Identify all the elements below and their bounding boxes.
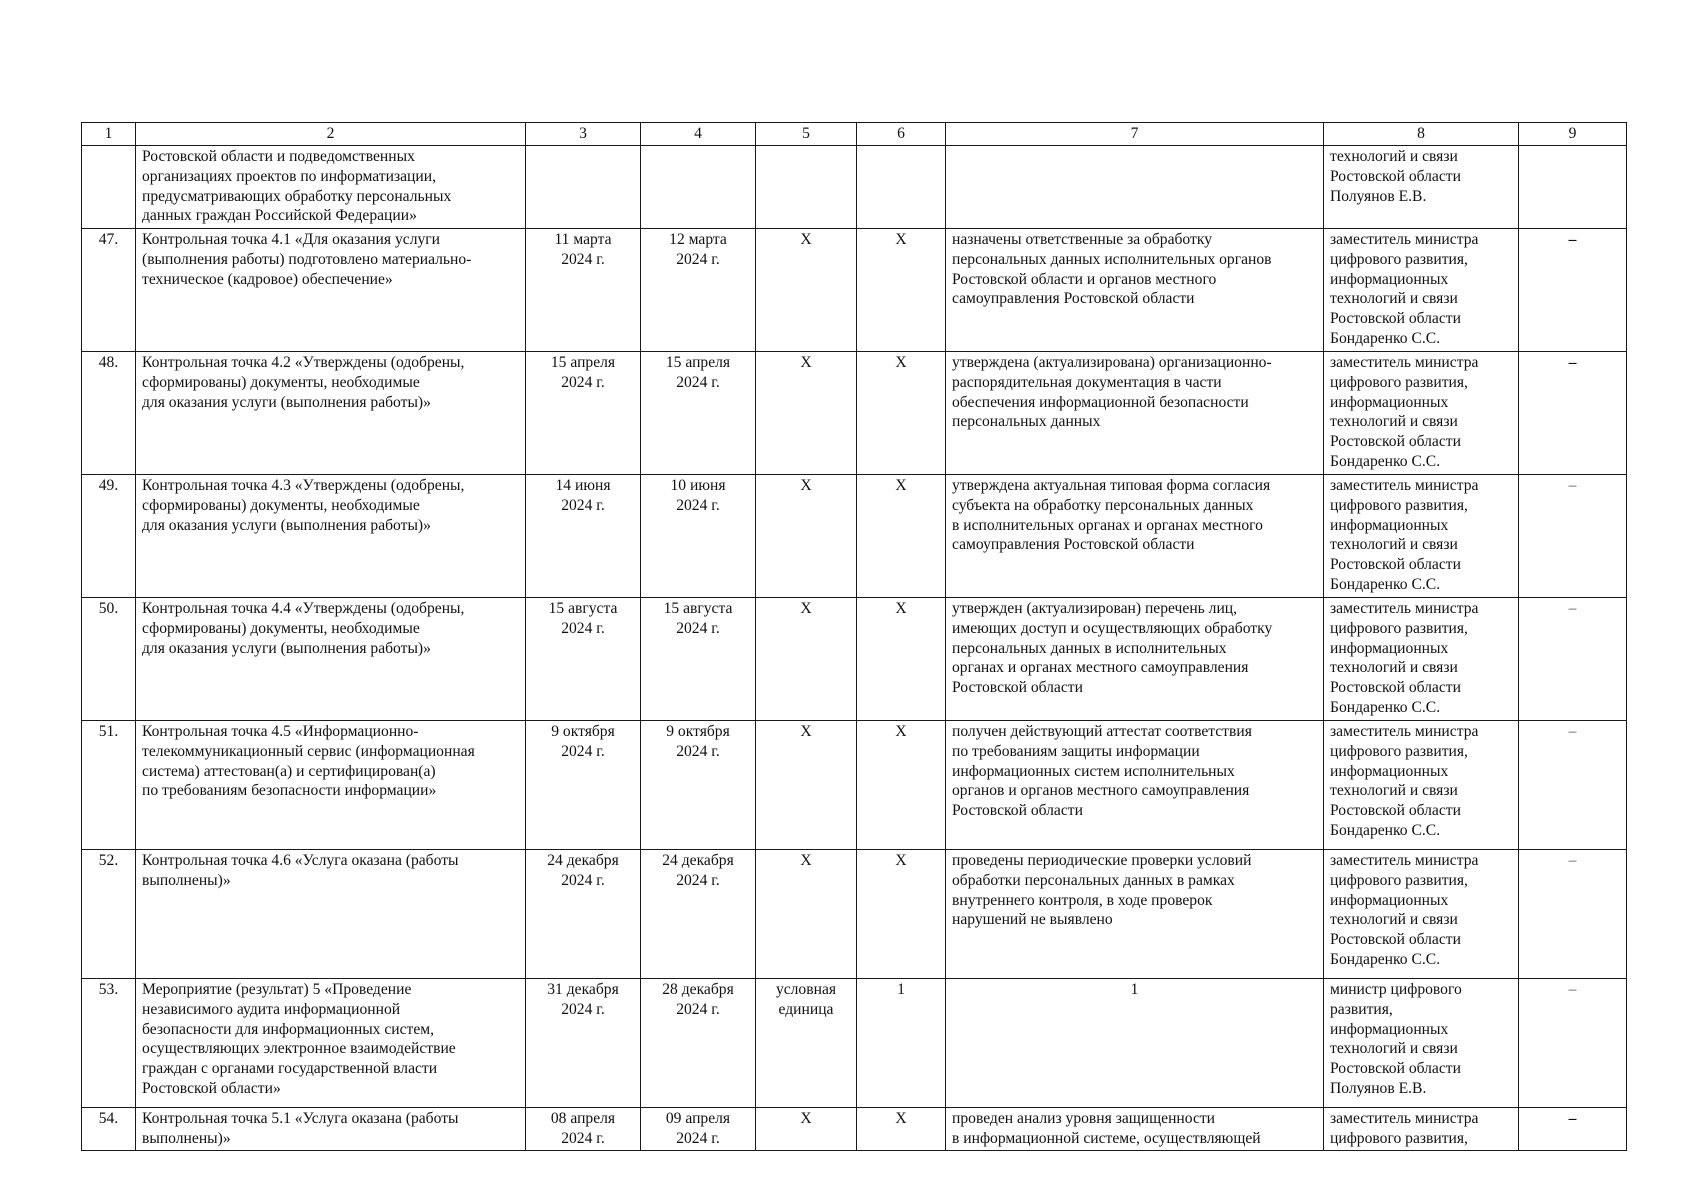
row-result: утверждена (актуализирована) организационно- распорядительная документация в части обеспечения информационной безопасности персональных данных <box>946 352 1324 475</box>
row-fact-date: 9 октября 2024 г. <box>641 721 756 850</box>
row-result: проведены периодические проверки условий обработки персональных данных в рамках внутреннего контроля, в ходе проверок нарушений не выявлено <box>946 850 1324 979</box>
header-col-6: 6 <box>857 123 946 146</box>
row-responsible: заместитель министра цифрового развития, <box>1324 1108 1519 1151</box>
header-col-5: 5 <box>756 123 857 146</box>
row-unit: Х <box>756 352 857 475</box>
row-number: 54. <box>82 1108 136 1151</box>
row-responsible: заместитель министра цифрового развития, информационных технологий и связи Ростовской области Бондаренко С.С. <box>1324 475 1519 598</box>
row-note: – <box>1519 229 1627 352</box>
row-number: 52. <box>82 850 136 979</box>
row-name: Контрольная точка 4.2 «Утверждены (одобрены, сформированы) документы, необходимые для оказания услуги (выполнения работы)» <box>136 352 526 475</box>
row-base <box>857 146 946 229</box>
report-table <box>81 122 1627 1151</box>
row-result <box>946 146 1324 229</box>
header-col-2: 2 <box>136 123 526 146</box>
header-col-1: 1 <box>82 123 136 146</box>
row-note: – <box>1519 598 1627 721</box>
row-responsible: заместитель министра цифрового развития, информационных технологий и связи Ростовской области Бондаренко С.С. <box>1324 850 1519 979</box>
row-plan-date: 31 декабря 2024 г. <box>526 979 641 1108</box>
table-row <box>82 475 1627 598</box>
row-fact-date: 24 декабря 2024 г. <box>641 850 756 979</box>
row-note: – <box>1519 352 1627 475</box>
row-base: Х <box>857 721 946 850</box>
row-note: – <box>1519 850 1627 979</box>
row-name: Контрольная точка 4.4 «Утверждены (одобрены, сформированы) документы, необходимые для оказания услуги (выполнения работы)» <box>136 598 526 721</box>
header-row <box>82 123 1627 146</box>
header-col-4: 4 <box>641 123 756 146</box>
table-row <box>82 229 1627 352</box>
row-number: 48. <box>82 352 136 475</box>
row-fact-date: 15 августа 2024 г. <box>641 598 756 721</box>
row-plan-date <box>526 146 641 229</box>
row-note: – <box>1519 1108 1627 1151</box>
row-result: 1 <box>946 979 1324 1108</box>
header-col-8: 8 <box>1324 123 1519 146</box>
row-plan-date: 9 октября 2024 г. <box>526 721 641 850</box>
row-name: Контрольная точка 4.5 «Информационно- телекоммуникационный сервис (информационная система) аттестован(а) и сертифицирован(а) по требованиям безопасности информации» <box>136 721 526 850</box>
row-unit <box>756 146 857 229</box>
row-number: 47. <box>82 229 136 352</box>
row-unit: Х <box>756 850 857 979</box>
header-col-9: 9 <box>1519 123 1627 146</box>
row-fact-date <box>641 146 756 229</box>
table-row <box>82 146 1627 229</box>
row-plan-date: 15 августа 2024 г. <box>526 598 641 721</box>
row-note <box>1519 146 1627 229</box>
table-row <box>82 352 1627 475</box>
row-plan-date: 11 марта 2024 г. <box>526 229 641 352</box>
row-number: 53. <box>82 979 136 1108</box>
table-row <box>82 598 1627 721</box>
row-responsible: заместитель министра цифрового развития, информационных технологий и связи Ростовской области Бондаренко С.С. <box>1324 721 1519 850</box>
row-base: 1 <box>857 979 946 1108</box>
row-plan-date: 14 июня 2024 г. <box>526 475 641 598</box>
row-fact-date: 09 апреля 2024 г. <box>641 1108 756 1151</box>
row-responsible: технологий и связи Ростовской области Полуянов Е.В. <box>1324 146 1519 229</box>
row-fact-date: 10 июня 2024 г. <box>641 475 756 598</box>
row-unit: Х <box>756 721 857 850</box>
row-responsible: заместитель министра цифрового развития, информационных технологий и связи Ростовской области Бондаренко С.С. <box>1324 598 1519 721</box>
row-note: – <box>1519 475 1627 598</box>
row-plan-date: 15 апреля 2024 г. <box>526 352 641 475</box>
table-row <box>82 721 1627 850</box>
row-result: назначены ответственные за обработку персональных данных исполнительных органов Ростовской области и органов местного самоуправления Ростовской области <box>946 229 1324 352</box>
row-unit: Х <box>756 475 857 598</box>
row-plan-date: 08 апреля 2024 г. <box>526 1108 641 1151</box>
row-responsible: заместитель министра цифрового развития, информационных технологий и связи Ростовской области Бондаренко С.С. <box>1324 352 1519 475</box>
row-name: Ростовской области и подведомственных организациях проектов по информатизации, предусматривающих обработку персональных данных граждан Российской Федерации» <box>136 146 526 229</box>
table-header <box>82 123 1627 146</box>
row-number: 51. <box>82 721 136 850</box>
row-name: Мероприятие (результат) 5 «Проведение независимого аудита информационной безопасности для информационных систем, осуществляющих электронное взаимодействие граждан с органами государственной власти Ростовской области» <box>136 979 526 1108</box>
row-fact-date: 15 апреля 2024 г. <box>641 352 756 475</box>
row-responsible: министр цифрового развития, информационных технологий и связи Ростовской области Полуянов Е.В. <box>1324 979 1519 1108</box>
row-unit: условная единица <box>756 979 857 1108</box>
row-base: Х <box>857 598 946 721</box>
table-body <box>82 146 1627 1151</box>
row-name: Контрольная точка 4.6 «Услуга оказана (работы выполнены)» <box>136 850 526 979</box>
row-number: 49. <box>82 475 136 598</box>
row-result: проведен анализ уровня защищенности в информационной системе, осуществляющей <box>946 1108 1324 1151</box>
table-row <box>82 850 1627 979</box>
header-col-7: 7 <box>946 123 1324 146</box>
row-plan-date: 24 декабря 2024 г. <box>526 850 641 979</box>
row-result: получен действующий аттестат соответствия по требованиям защиты информации информационных систем исполнительных органов и органов местного самоуправления Ростовской области <box>946 721 1324 850</box>
row-result: утвержден (актуализирован) перечень лиц, имеющих доступ и осуществляющих обработку персональных данных в исполнительных органах и органах местного самоуправления Ростовской области <box>946 598 1324 721</box>
header-col-3: 3 <box>526 123 641 146</box>
row-number: 50. <box>82 598 136 721</box>
row-base: Х <box>857 850 946 979</box>
row-note: – <box>1519 979 1627 1108</box>
row-fact-date: 12 марта 2024 г. <box>641 229 756 352</box>
table-row <box>82 979 1627 1108</box>
table-row <box>82 1108 1627 1151</box>
row-base: Х <box>857 475 946 598</box>
row-responsible: заместитель министра цифрового развития, информационных технологий и связи Ростовской области Бондаренко С.С. <box>1324 229 1519 352</box>
row-fact-date: 28 декабря 2024 г. <box>641 979 756 1108</box>
row-name: Контрольная точка 4.1 «Для оказания услуги (выполнения работы) подготовлено материально- техническое (кадровое) обеспечение» <box>136 229 526 352</box>
row-base: Х <box>857 352 946 475</box>
row-result: утверждена актуальная типовая форма согласия субъекта на обработку персональных данных в исполнительных органах и органах местного самоуправления Ростовской области <box>946 475 1324 598</box>
row-unit: Х <box>756 598 857 721</box>
row-base: Х <box>857 1108 946 1151</box>
row-name: Контрольная точка 5.1 «Услуга оказана (работы выполнены)» <box>136 1108 526 1151</box>
row-note: – <box>1519 721 1627 850</box>
row-unit: Х <box>756 229 857 352</box>
row-unit: Х <box>756 1108 857 1151</box>
row-number <box>82 146 136 229</box>
row-base: Х <box>857 229 946 352</box>
row-name: Контрольная точка 4.3 «Утверждены (одобрены, сформированы) документы, необходимые для оказания услуги (выполнения работы)» <box>136 475 526 598</box>
